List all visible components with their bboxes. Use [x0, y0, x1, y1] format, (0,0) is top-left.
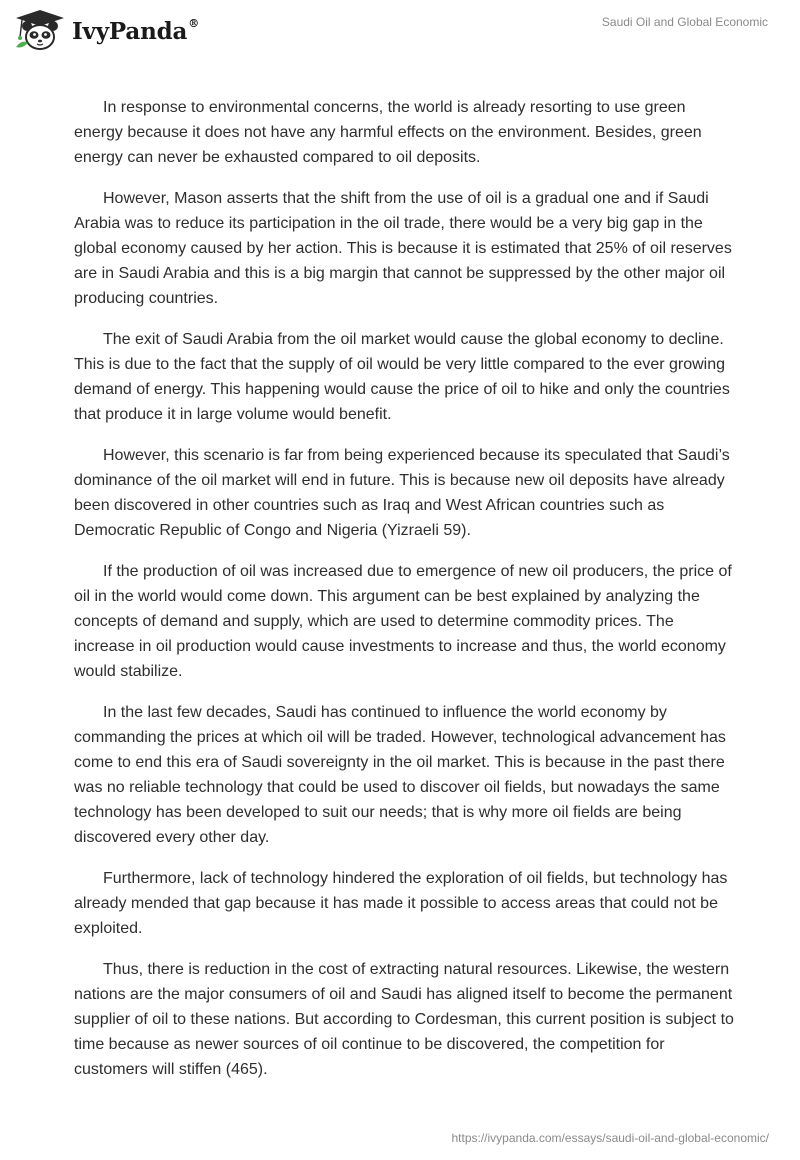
- document-title: Saudi Oil and Global Economic: [601, 15, 768, 29]
- source-url-link[interactable]: https://ivypanda.com/essays/saudi-oil-and-global-economic/: [451, 1131, 769, 1145]
- essay-body: [74, 95, 734, 1098]
- brand-logo[interactable]: [14, 9, 199, 51]
- paragraph: In response to environmental concerns, the world is already resorting to use green energy because it does not have any harmful effects on the environment. Besides, green energy can never be exhausted compared to oil deposits.: [74, 99, 702, 166]
- paragraph: However, this scenario is far from being experienced because its speculated that Saudi’s dominance of the oil market will end in future. This is because new oil deposits have already been discovered in other countries such as Iraq and West African countries such as Democratic Republic of Congo and Nigeria (Yizraeli 59).: [74, 447, 730, 539]
- page-header: [0, 0, 800, 60]
- paragraph: In the last few decades, Saudi has continued to influence the world economy by commanding the prices at which oil will be traded. However, technological advancement has come to end this era of Saudi sovereignty in the oil market. This is because in the past there was no reliable technology that could be used to discover oil fields, but nowadays the same technology has been developed to suit our needs; that is why more oil fields are being discovered every other day.: [74, 704, 726, 846]
- paragraph: Thus, there is reduction in the cost of extracting natural resources. Likewise, the western nations are the major consumers of oil and Saudi has aligned itself to become the permanent supplier of oil to these nations. But according to Cordesman, this current position is subject to time because as newer sources of oil continue to be discovered, the competition for customers will stiffen (465).: [74, 961, 734, 1078]
- paragraph: Furthermore, lack of technology hindered the exploration of oil fields, but technology has already mended that gap because it has made it possible to access areas that could not be exploited.: [74, 870, 728, 937]
- brand-name: IvyPanda®: [72, 16, 199, 45]
- paragraph: However, Mason asserts that the shift from the use of oil is a gradual one and if Saudi Arabia was to reduce its participation in the oil trade, there would be a very big gap in the global economy caused by her action. This is because it is estimated that 25% of oil reserves are in Saudi Arabia and this is a big margin that cannot be suppressed by the other major oil producing countries.: [74, 190, 732, 307]
- panda-graduate-icon: [14, 9, 66, 51]
- paragraph: The exit of Saudi Arabia from the oil market would cause the global economy to decline. This is due to the fact that the supply of oil would be very little compared to the ever growing demand of energy. This happening would cause the price of oil to hike and only the countries that produce it in large volume would benefit.: [74, 331, 730, 423]
- paragraph: If the production of oil was increased due to emergence of new oil producers, the price of oil in the world would come down. This argument can be best explained by analyzing the concepts of demand and supply, which are used to determine commodity prices. The increase in oil production would cause investments to increase and thus, the world economy would stabilize.: [74, 563, 732, 680]
